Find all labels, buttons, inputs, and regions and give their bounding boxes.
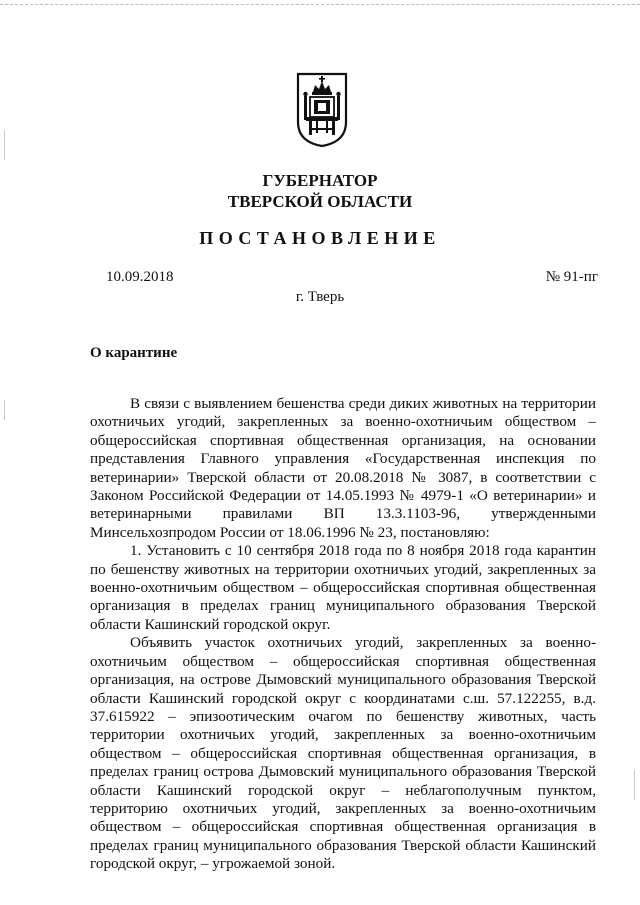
document-subject: О карантине [90,345,178,361]
authority-line-1: ГУБЕРНАТОР [262,171,378,190]
document-city: г. Тверь [295,289,345,305]
body-paragraph-item-1: 1. Установить с 10 сентября 2018 года по 8 ноября 2018 года карантин по бешенству животных на территории охотничьих угодий, закрепленных за военно-охотничьим обществом – общероссийская спортивная общественная организация в пределах границ муниципального образования Тверской области Кашинский городской округ. [90,542,596,633]
document-body [90,395,596,874]
issuing-authority [0,170,640,212]
tver-coat-of-arms-icon [296,72,348,148]
scan-edge-mark [634,770,635,800]
document-date: 10.09.2018 [106,269,174,285]
body-paragraph-preamble: В связи с выявлением бешенства среди диких животных на территории охотничьих угодий, закрепленных за военно-охотничьим обществом – общероссийская спортивная общественная организация, на основании представления Главного управления «Государственная инспекция по ветеринарии» Тверской области от 20.08.2018 № 3087, в соответствии с Законом Российской Федерации от 14.05.1993 № 4979-1 «О ветеринарии» и ветеринарными правилами ВП 13.3.1103-96, утвержденными Минсельхозпродом России от 18.06.1996 № 23, постановляю: [90,395,596,541]
authority-line-2: ТВЕРСКОЙ ОБЛАСТИ [227,192,413,211]
body-paragraph-declare: Объявить участок охотничьих угодий, закрепленных за военно-охотничьим обществом – общероссийская спортивная общественная организация, на острове Дымовский муниципального образования Тверской области Кашинский городской округ с координатами с.ш. 57.122255, в.д. 37.615922 – эпизоотическим очагом по бешенству животных, часть территории охотничьих угодий, закрепленных за военно-охотничьим обществом – общероссийская спортивная общественная организация, в пределах границ острова Дымовский муниципального образования Тверской области Кашинский городской округ – неблагополучным пунктом, территорию охотничьих угодий, закрепленных за военно-охотничьим обществом – общероссийская спортивная общественная организация в пределах границ муниципального образования Тверской области Кашинский городской округ, – угрожаемой зоной. [90,634,596,873]
document-type-heading: ПОСТАНОВЛЕНИЕ [199,228,441,248]
scan-edge-line [0,4,640,5]
scan-edge-mark [4,400,5,420]
document-number: № 91-пг [545,269,598,285]
scan-edge-mark [4,130,5,160]
